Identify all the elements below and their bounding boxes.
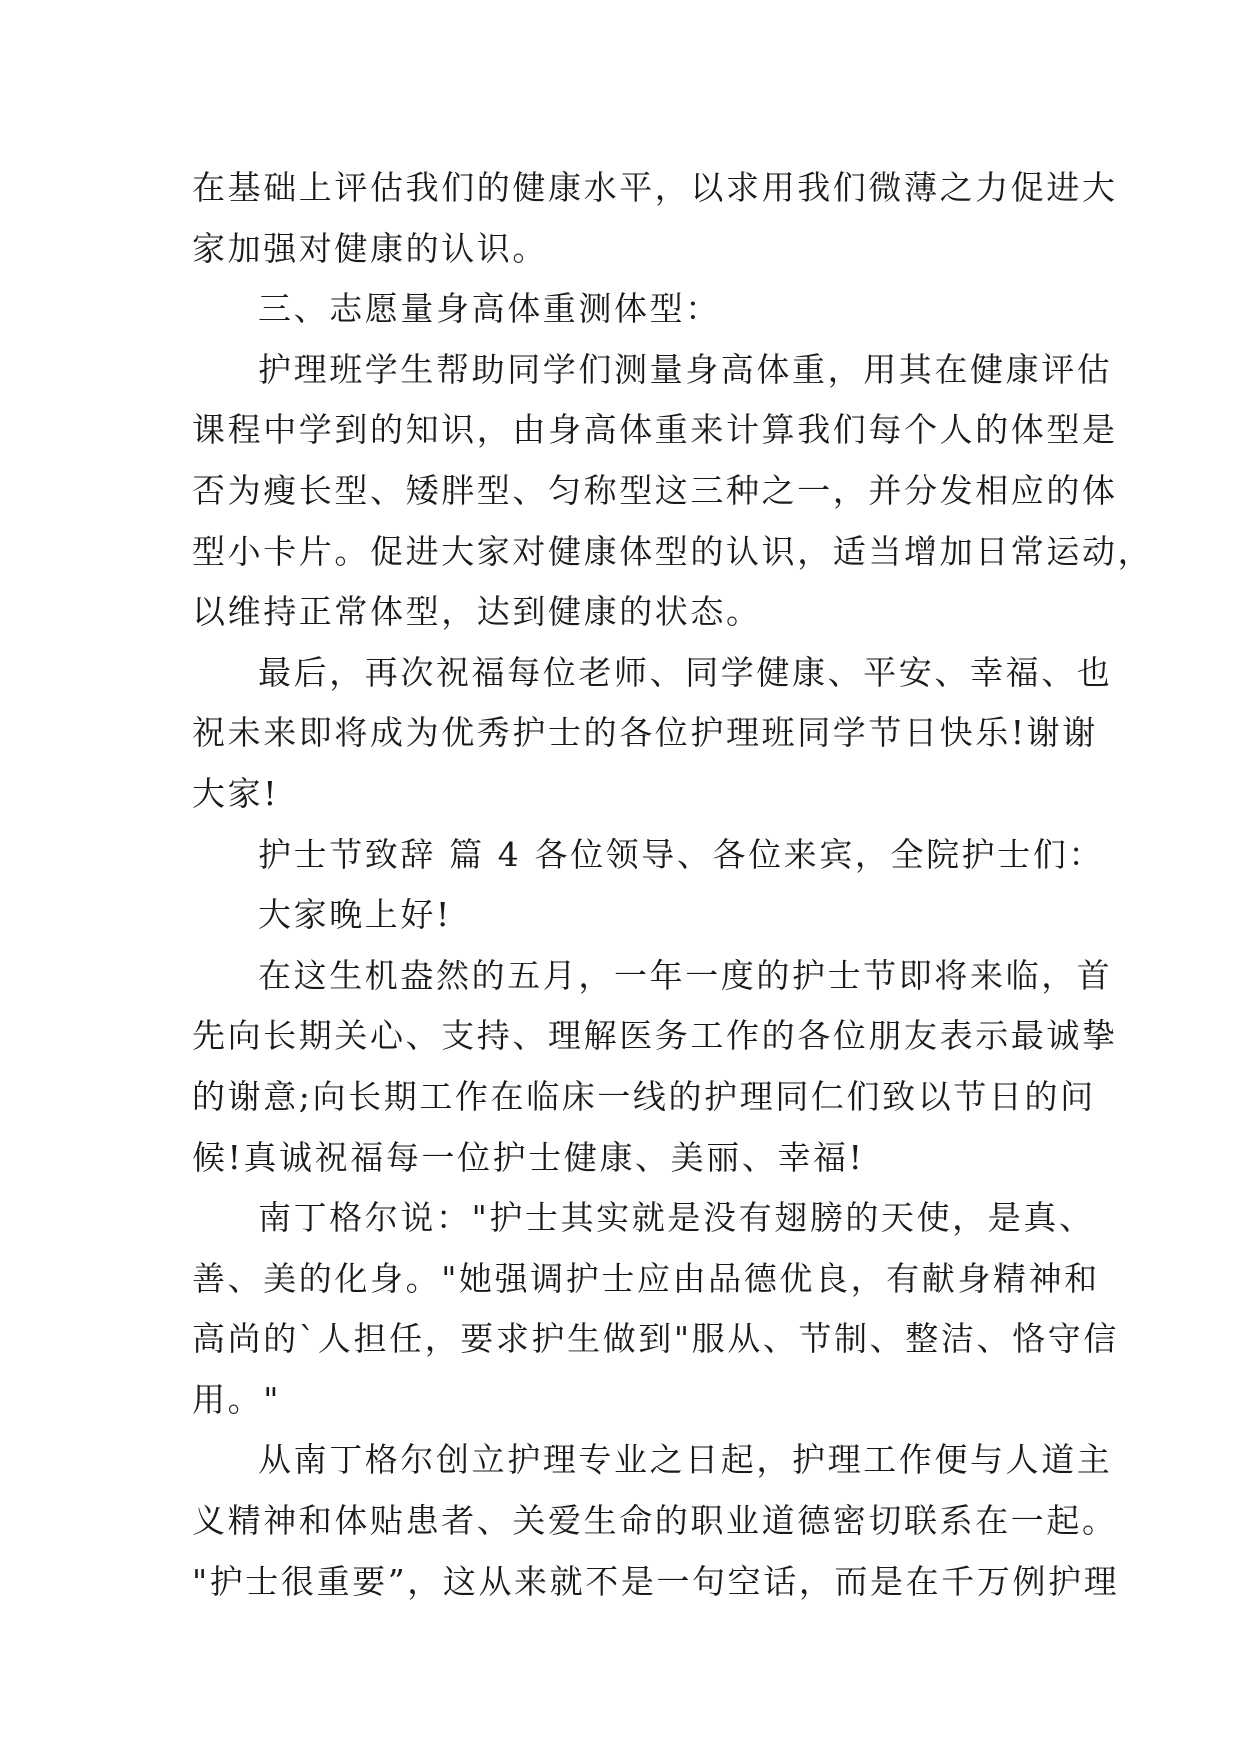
section-heading: 三、志愿量身高体重测体型： (258, 289, 721, 329)
text-line: 义精神和体贴患者、关爱生命的职业道德密切联系在一起。 (192, 1501, 1118, 1541)
document-body (192, 158, 1154, 1612)
text-line: 祝未来即将成为优秀护士的各位护理班同学节日快乐!谢谢 (192, 713, 1098, 753)
text-line: 高尚的`人担任，要求护生做到"服从、节制、整洁、恪守信 (192, 1319, 1119, 1359)
text-line: "护士很重要”，这从来就不是一句空话，而是在千万例护理 (192, 1561, 1120, 1601)
greeting-line: 大家晚上好! (258, 895, 452, 935)
text-line: 护理班学生帮助同学们测量身高体重，用其在健康评估 (258, 349, 1113, 389)
text-line: 的谢意;向长期工作在临床一线的护理同仁们致以节日的问 (192, 1076, 1096, 1116)
text-line: 用。" (192, 1379, 281, 1419)
text-line: 善、美的化身。"她强调护士应由品德优良，有献身精神和 (192, 1258, 1100, 1298)
text-line: 型小卡片。促进大家对健康体型的认识，适当增加日常运动， (192, 531, 1154, 571)
text-line: 课程中学到的知识，由身高体重来计算我们每个人的体型是 (192, 410, 1118, 450)
text-line: 从南丁格尔创立护理专业之日起，护理工作便与人道主 (258, 1440, 1113, 1480)
text-line: 以维持正常体型，达到健康的状态。 (192, 592, 762, 632)
text-line: 先向长期关心、支持、理解医务工作的各位朋友表示最诚挚 (192, 1016, 1118, 1056)
text-line: 否为瘦长型、矮胖型、匀称型这三种之一，并分发相应的体 (192, 470, 1118, 510)
text-line: 家加强对健康的认识。 (192, 228, 548, 268)
text-line: 候!真诚祝福每一位护士健康、美丽、幸福! (192, 1137, 865, 1177)
text-line: 南丁格尔说："护士其实就是没有翅膀的天使，是真、 (258, 1198, 1095, 1238)
text-line: 大家! (192, 773, 280, 813)
article-heading: 护士节致辞 篇 4 各位领导、各位来宾，全院护士们： (258, 834, 1105, 874)
text-line: 在基础上评估我们的健康水平，以求用我们微薄之力促进大 (192, 168, 1118, 207)
text-line: 最后，再次祝福每位老师、同学健康、平安、幸福、也 (258, 652, 1113, 692)
text-line: 在这生机盎然的五月，一年一度的护士节即将来临，首 (258, 955, 1113, 995)
